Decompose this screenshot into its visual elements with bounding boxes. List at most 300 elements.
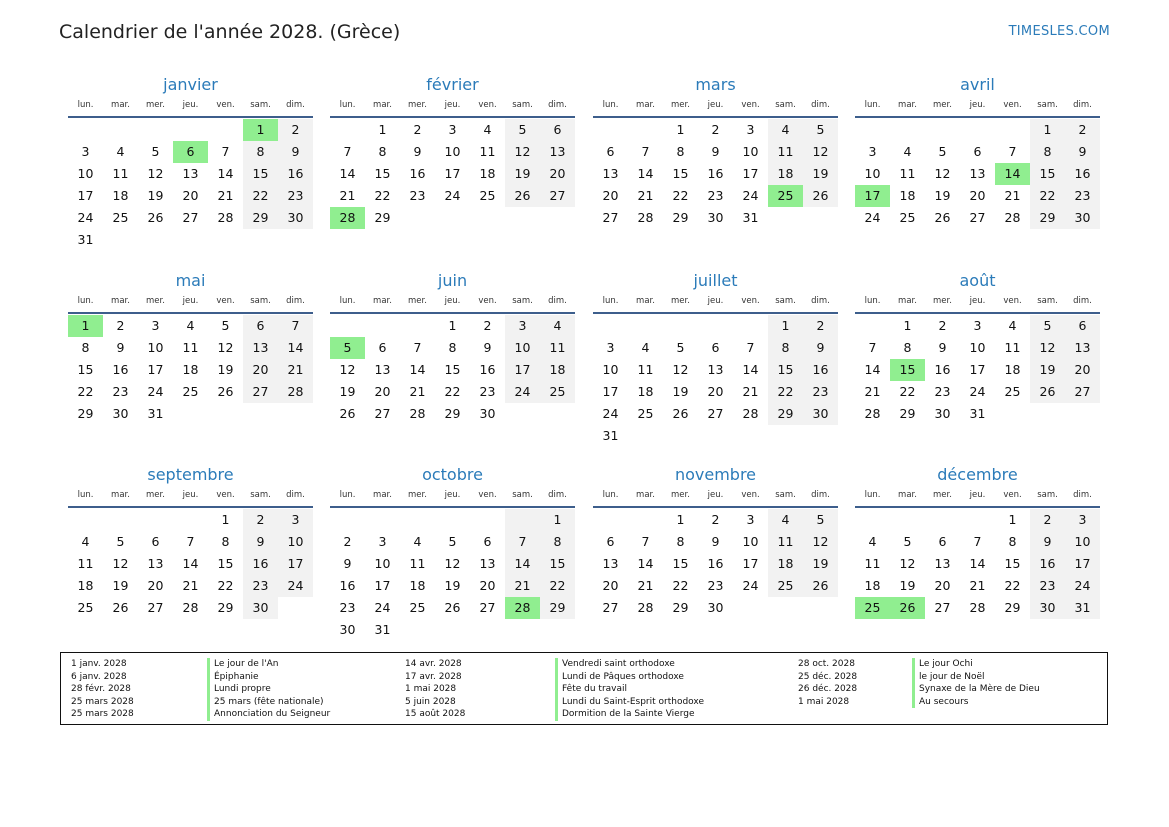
day-cell: 3 <box>746 512 755 527</box>
day-cell: 6 <box>243 315 278 337</box>
day-cell: 6 <box>540 119 575 141</box>
day-cell: 3 <box>378 534 387 549</box>
day-cell: 27 <box>602 600 619 615</box>
day-cell: 26 <box>217 384 234 399</box>
day-cell: 2 <box>938 318 947 333</box>
day-cell: 9 <box>243 531 278 553</box>
day-cell: 28 <box>278 381 313 403</box>
day-cell: 18 <box>77 578 94 593</box>
day-cell: 13 <box>182 166 199 181</box>
day-cell: 18 <box>112 188 129 203</box>
day-cell: 12 <box>803 141 838 163</box>
weekday-label: lun. <box>339 490 356 500</box>
weekday-label: dim. <box>548 490 567 500</box>
day-cell: 19 <box>899 578 916 593</box>
day-cell: 10 <box>278 531 313 553</box>
holiday-day-cell: 1 <box>68 315 103 337</box>
day-cell: 28 <box>637 210 654 225</box>
day-cell: 19 <box>112 578 129 593</box>
month-7 <box>593 270 838 447</box>
holiday-legend <box>60 652 1108 725</box>
day-cell: 1 <box>676 512 685 527</box>
month-1 <box>68 74 313 251</box>
day-cell: 9 <box>343 556 352 571</box>
day-cell: 15 <box>243 163 278 185</box>
day-cell: 13 <box>540 141 575 163</box>
day-cell: 6 <box>938 534 947 549</box>
site-logo-link[interactable]: TIMESLES.COM <box>1008 24 1110 39</box>
day-cell: 5 <box>448 534 457 549</box>
day-cell: 1 <box>448 318 457 333</box>
day-cell: 31 <box>374 622 391 637</box>
day-cell: 19 <box>934 188 951 203</box>
day-cell: 9 <box>1065 141 1100 163</box>
day-cell: 17 <box>1065 553 1100 575</box>
day-cell: 16 <box>278 163 313 185</box>
day-cell: 12 <box>147 166 164 181</box>
legend-date: 28 févr. 2028 <box>71 684 131 695</box>
day-cell: 30 <box>1065 207 1100 229</box>
day-cell: 14 <box>969 556 986 571</box>
day-cell: 25 <box>112 210 129 225</box>
day-cell: 8 <box>81 340 90 355</box>
day-cell: 14 <box>278 337 313 359</box>
weekday-label: sam. <box>512 490 533 500</box>
weekday-label: jeu. <box>707 490 724 500</box>
day-cell: 23 <box>479 384 496 399</box>
legend-holiday-name: Dormition de la Sainte Vierge <box>555 708 704 721</box>
day-cell: 13 <box>147 556 164 571</box>
weekday-label: ven. <box>216 490 235 500</box>
day-cell: 14 <box>409 362 426 377</box>
empty-cell <box>1030 403 1065 425</box>
weekday-label: jeu. <box>182 296 199 306</box>
empty-cell <box>365 315 400 337</box>
day-cell: 4 <box>1008 318 1017 333</box>
day-cell: 18 <box>182 362 199 377</box>
day-cell: 30 <box>707 600 724 615</box>
day-grid <box>855 119 1100 229</box>
day-cell: 5 <box>151 144 160 159</box>
weekday-label: lun. <box>602 490 619 500</box>
day-cell: 10 <box>602 362 619 377</box>
day-cell: 15 <box>540 553 575 575</box>
empty-cell <box>505 509 540 531</box>
day-cell: 4 <box>186 318 195 333</box>
weekday-label: mar. <box>111 100 130 110</box>
empty-cell <box>173 119 208 141</box>
day-cell: 26 <box>672 406 689 421</box>
day-cell: 25 <box>479 188 496 203</box>
day-cell: 14 <box>742 362 759 377</box>
empty-cell <box>208 119 243 141</box>
month-name: mars <box>695 75 736 94</box>
holiday-day-cell: 1 <box>243 119 278 141</box>
day-cell: 28 <box>217 210 234 225</box>
day-cell: 22 <box>77 384 94 399</box>
day-cell: 4 <box>641 340 650 355</box>
day-cell: 30 <box>707 210 724 225</box>
day-cell: 29 <box>672 600 689 615</box>
day-cell: 20 <box>374 384 391 399</box>
day-cell: 25 <box>77 600 94 615</box>
day-cell: 20 <box>243 359 278 381</box>
weekday-label: dim. <box>286 296 305 306</box>
day-cell: 10 <box>147 340 164 355</box>
day-cell: 9 <box>116 340 125 355</box>
day-cell: 10 <box>77 166 94 181</box>
month-4 <box>855 74 1100 229</box>
day-cell: 30 <box>934 406 951 421</box>
day-cell: 24 <box>278 575 313 597</box>
weekday-label: mar. <box>373 490 392 500</box>
weekday-label: mer. <box>408 296 427 306</box>
header-rule <box>68 116 313 118</box>
month-name: juin <box>437 271 468 290</box>
day-cell: 25 <box>899 210 916 225</box>
day-cell: 1 <box>221 512 230 527</box>
day-cell: 5 <box>1030 315 1065 337</box>
day-grid <box>68 315 313 425</box>
day-cell: 5 <box>116 534 125 549</box>
header-rule <box>330 116 575 118</box>
month-12 <box>855 464 1100 619</box>
weekday-label: mar. <box>636 490 655 500</box>
day-cell: 15 <box>444 362 461 377</box>
empty-cell <box>768 597 803 619</box>
legend-holiday-name: Lundi de Pâques orthodoxe <box>555 671 704 684</box>
empty-cell <box>855 119 890 141</box>
day-cell: 12 <box>339 362 356 377</box>
day-grid <box>855 509 1100 619</box>
day-cell: 6 <box>711 340 720 355</box>
empty-cell <box>925 119 960 141</box>
day-cell: 3 <box>448 122 457 137</box>
month-name: novembre <box>674 465 757 484</box>
empty-cell <box>505 403 540 425</box>
day-cell: 9 <box>711 144 720 159</box>
day-cell: 27 <box>602 210 619 225</box>
day-cell: 20 <box>969 188 986 203</box>
day-cell: 11 <box>899 166 916 181</box>
legend-date: 1 mai 2028 <box>405 684 457 695</box>
day-cell: 3 <box>151 318 160 333</box>
day-cell: 6 <box>606 534 615 549</box>
day-cell: 21 <box>182 578 199 593</box>
day-cell: 29 <box>672 210 689 225</box>
day-cell: 18 <box>864 578 881 593</box>
day-cell: 16 <box>112 362 129 377</box>
day-cell: 25 <box>540 381 575 403</box>
weekday-label: lun. <box>77 100 94 110</box>
legend-holiday-name: Au secours <box>912 696 1040 709</box>
day-cell: 27 <box>707 406 724 421</box>
day-cell: 12 <box>217 340 234 355</box>
day-cell: 29 <box>77 406 94 421</box>
header-rule <box>68 506 313 508</box>
weekday-header <box>855 292 1100 310</box>
day-cell: 16 <box>803 359 838 381</box>
legend-holiday-name: Annonciation du Seigneur <box>207 708 330 721</box>
day-cell: 31 <box>147 406 164 421</box>
day-cell: 14 <box>339 166 356 181</box>
day-cell: 25 <box>768 575 803 597</box>
weekday-label: ven. <box>1003 100 1022 110</box>
day-cell: 11 <box>864 556 881 571</box>
legend-holiday-name: Lundi du Saint-Esprit orthodoxe <box>555 696 704 709</box>
weekday-label: mer. <box>671 490 690 500</box>
day-cell: 7 <box>641 144 650 159</box>
day-cell: 22 <box>540 575 575 597</box>
weekday-label: mer. <box>146 296 165 306</box>
weekday-label: ven. <box>741 490 760 500</box>
empty-cell <box>890 119 925 141</box>
day-cell: 30 <box>479 406 496 421</box>
day-cell: 20 <box>479 578 496 593</box>
weekday-header <box>855 486 1100 504</box>
day-cell: 5 <box>938 144 947 159</box>
weekday-label: lun. <box>339 100 356 110</box>
day-cell: 24 <box>505 381 540 403</box>
legend-date: 17 avr. 2028 <box>405 671 462 682</box>
day-cell: 21 <box>742 384 759 399</box>
day-cell: 30 <box>243 597 278 619</box>
weekday-label: jeu. <box>707 100 724 110</box>
day-cell: 21 <box>637 578 654 593</box>
day-cell: 1 <box>1008 512 1017 527</box>
weekday-label: mar. <box>373 296 392 306</box>
day-cell: 24 <box>969 384 986 399</box>
empty-cell <box>995 119 1030 141</box>
day-cell: 6 <box>606 144 615 159</box>
day-cell: 8 <box>903 340 912 355</box>
day-cell: 17 <box>742 556 759 571</box>
empty-cell <box>138 229 173 251</box>
day-cell: 31 <box>969 406 986 421</box>
holiday-day-cell: 5 <box>330 337 365 359</box>
month-name: octobre <box>422 465 483 484</box>
legend-date: 25 mars 2028 <box>71 696 134 707</box>
empty-cell <box>435 619 470 641</box>
holiday-day-cell: 26 <box>890 597 925 619</box>
empty-cell <box>243 403 278 425</box>
weekday-header <box>68 486 313 504</box>
day-cell: 13 <box>934 556 951 571</box>
empty-cell <box>663 315 698 337</box>
day-cell: 17 <box>77 188 94 203</box>
empty-cell <box>855 509 890 531</box>
day-cell: 14 <box>182 556 199 571</box>
day-cell: 23 <box>243 575 278 597</box>
empty-cell <box>278 403 313 425</box>
weekday-label: mar. <box>636 100 655 110</box>
empty-cell <box>540 403 575 425</box>
day-cell: 7 <box>746 340 755 355</box>
empty-cell <box>103 229 138 251</box>
weekday-label: jeu. <box>182 490 199 500</box>
weekday-label: sam. <box>250 100 271 110</box>
legend-holiday-name: le jour de Noël <box>912 671 1040 684</box>
day-cell: 24 <box>1065 575 1100 597</box>
day-cell: 13 <box>602 166 619 181</box>
day-cell: 1 <box>768 315 803 337</box>
day-grid <box>593 119 838 229</box>
legend-holiday-name: Le jour de l'An <box>207 658 330 671</box>
month-name: décembre <box>937 465 1018 484</box>
day-cell: 27 <box>934 600 951 615</box>
day-cell: 11 <box>768 141 803 163</box>
holiday-day-cell: 17 <box>855 185 890 207</box>
empty-cell <box>593 119 628 141</box>
weekday-header <box>330 96 575 114</box>
weekday-label: dim. <box>1073 296 1092 306</box>
day-cell: 2 <box>413 122 422 137</box>
day-cell: 19 <box>217 362 234 377</box>
day-cell: 23 <box>278 185 313 207</box>
day-cell: 2 <box>483 318 492 333</box>
day-cell: 16 <box>243 553 278 575</box>
weekday-header <box>593 96 838 114</box>
day-cell: 30 <box>112 406 129 421</box>
month-6 <box>330 270 575 425</box>
legend-holiday-name: Le jour Ochi <box>912 658 1040 671</box>
day-cell: 20 <box>147 578 164 593</box>
day-cell: 23 <box>112 384 129 399</box>
weekday-label: mer. <box>671 296 690 306</box>
empty-cell <box>330 509 365 531</box>
day-cell: 23 <box>339 600 356 615</box>
day-cell: 2 <box>278 119 313 141</box>
day-grid <box>330 119 575 229</box>
weekday-label: jeu. <box>969 490 986 500</box>
holiday-day-cell: 14 <box>995 163 1030 185</box>
empty-cell <box>803 207 838 229</box>
day-cell: 19 <box>803 163 838 185</box>
weekday-label: lun. <box>77 296 94 306</box>
day-cell: 1 <box>1030 119 1065 141</box>
empty-cell <box>173 229 208 251</box>
day-cell: 22 <box>217 578 234 593</box>
empty-cell <box>435 509 470 531</box>
day-cell: 13 <box>969 166 986 181</box>
empty-cell <box>995 403 1030 425</box>
day-cell: 16 <box>479 362 496 377</box>
day-cell: 24 <box>147 384 164 399</box>
day-cell: 4 <box>413 534 422 549</box>
month-name: février <box>426 75 479 94</box>
legend-holiday-name: 25 mars (fête nationale) <box>207 696 330 709</box>
day-cell: 29 <box>1004 600 1021 615</box>
day-cell: 11 <box>112 166 129 181</box>
day-cell: 26 <box>1030 381 1065 403</box>
empty-cell <box>960 509 995 531</box>
day-cell: 26 <box>339 406 356 421</box>
day-cell: 29 <box>899 406 916 421</box>
day-grid <box>593 509 838 619</box>
day-cell: 6 <box>1065 315 1100 337</box>
empty-cell <box>855 315 890 337</box>
day-cell: 14 <box>864 362 881 377</box>
month-9 <box>68 464 313 619</box>
weekday-header <box>593 486 838 504</box>
header-rule <box>593 506 838 508</box>
weekday-label: dim. <box>548 296 567 306</box>
day-cell: 14 <box>637 556 654 571</box>
day-cell: 1 <box>540 509 575 531</box>
holiday-day-cell: 28 <box>505 597 540 619</box>
legend-date: 1 janv. 2028 <box>71 659 127 669</box>
day-cell: 30 <box>803 403 838 425</box>
day-cell: 24 <box>742 188 759 203</box>
day-cell: 28 <box>182 600 199 615</box>
weekday-label: jeu. <box>707 296 724 306</box>
legend-date: 5 juin 2028 <box>405 696 456 707</box>
weekday-label: mar. <box>111 490 130 500</box>
day-cell: 5 <box>221 318 230 333</box>
day-cell: 19 <box>339 384 356 399</box>
day-cell: 23 <box>1065 185 1100 207</box>
day-cell: 12 <box>899 556 916 571</box>
day-cell: 21 <box>969 578 986 593</box>
day-cell: 20 <box>602 188 619 203</box>
month-10 <box>330 464 575 641</box>
day-cell: 26 <box>505 185 540 207</box>
day-cell: 10 <box>505 337 540 359</box>
day-cell: 17 <box>444 166 461 181</box>
month-name: mai <box>175 271 206 290</box>
day-cell: 19 <box>444 578 461 593</box>
day-cell: 7 <box>1008 144 1017 159</box>
day-cell: 29 <box>768 403 803 425</box>
header-rule <box>68 312 313 314</box>
day-cell: 4 <box>81 534 90 549</box>
weekday-label: mer. <box>146 490 165 500</box>
weekday-label: ven. <box>1003 296 1022 306</box>
day-cell: 3 <box>606 340 615 355</box>
weekday-label: jeu. <box>182 100 199 110</box>
day-grid <box>855 315 1100 425</box>
weekday-label: dim. <box>811 100 830 110</box>
day-cell: 5 <box>505 119 540 141</box>
day-cell: 4 <box>483 122 492 137</box>
weekday-header <box>855 96 1100 114</box>
empty-cell <box>628 119 663 141</box>
empty-cell <box>733 597 768 619</box>
weekday-label: mar. <box>898 296 917 306</box>
day-cell: 22 <box>374 188 391 203</box>
day-cell: 22 <box>768 381 803 403</box>
day-cell: 5 <box>803 509 838 531</box>
weekday-label: sam. <box>250 490 271 500</box>
day-cell: 7 <box>973 534 982 549</box>
empty-cell <box>768 207 803 229</box>
empty-cell <box>208 229 243 251</box>
day-cell: 25 <box>637 406 654 421</box>
weekday-label: sam. <box>1037 296 1058 306</box>
empty-cell <box>400 207 435 229</box>
day-cell: 1 <box>676 122 685 137</box>
day-cell: 5 <box>903 534 912 549</box>
day-cell: 18 <box>479 166 496 181</box>
day-cell: 2 <box>1065 119 1100 141</box>
weekday-label: dim. <box>811 296 830 306</box>
day-cell: 12 <box>934 166 951 181</box>
day-cell: 29 <box>243 207 278 229</box>
empty-cell <box>470 207 505 229</box>
day-grid <box>593 315 838 447</box>
empty-cell <box>470 619 505 641</box>
empty-cell <box>698 315 733 337</box>
